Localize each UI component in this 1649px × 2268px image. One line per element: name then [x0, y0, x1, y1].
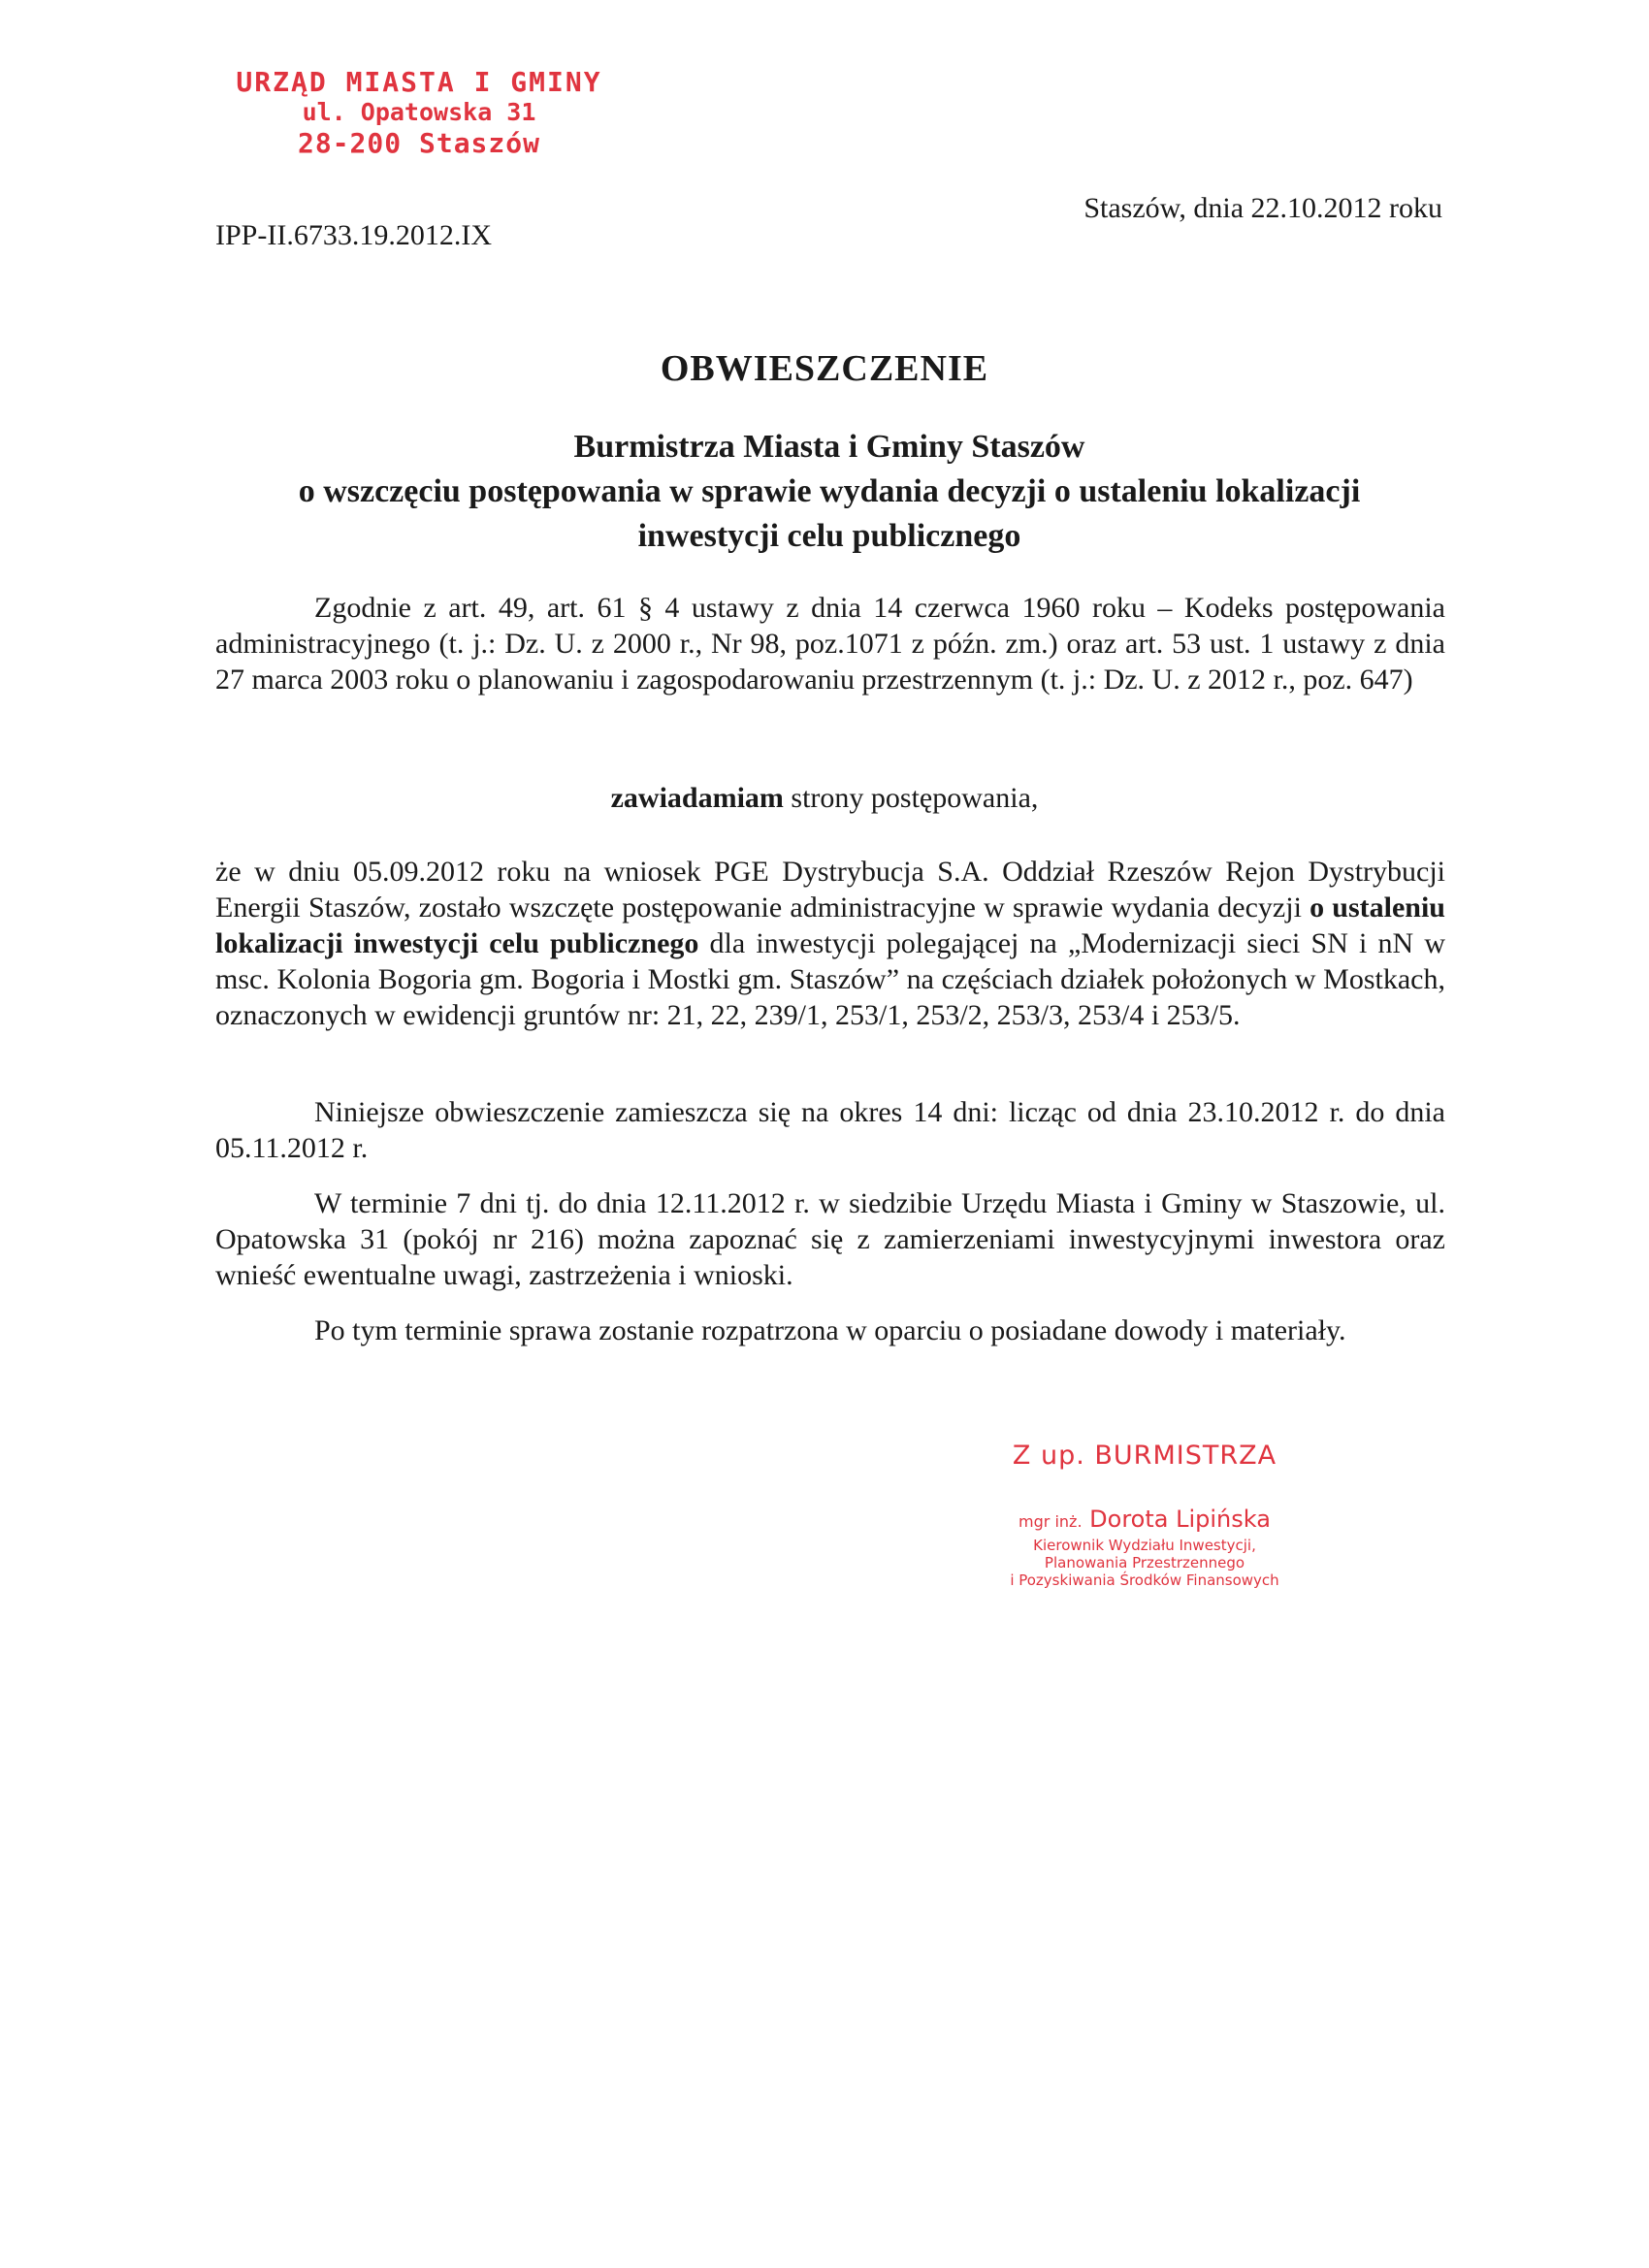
period-text: Niniejsze obwieszczenie zamieszcza się na okres 14 dni: licząc od dnia 23.10.2012 r. do dnia 05.11.2012 r.: [215, 1096, 1445, 1164]
main-paragraph-bold: o ustaleniu lokalizacji inwestycji celu publicznego: [215, 891, 1445, 959]
position-line-1: Kierownik Wydziału Inwestycji,: [1033, 1537, 1256, 1554]
document-title: OBWIESZCZENIE: [660, 348, 989, 389]
closing-paragraph: [215, 1312, 1445, 1348]
signatory-title: mgr inż.: [1018, 1512, 1083, 1531]
position-line-2: Planowania Przestrzennego: [1044, 1554, 1245, 1571]
legal-basis-paragraph: [215, 590, 1445, 697]
notice-rest: strony postępowania,: [783, 782, 1039, 814]
subtitle-line-2: o wszczęciu postępowania w sprawie wydania decyzji o ustaleniu lokalizacji: [298, 473, 1361, 509]
subtitle-line-3: inwestycji celu publicznego: [637, 518, 1021, 554]
main-paragraph: [215, 854, 1445, 1033]
closing-text: Po tym terminie sprawa zostanie rozpatrzona w oparciu o posiadane dowody i materiały.: [314, 1314, 1346, 1346]
document-subtitle: [213, 425, 1445, 559]
signatory-name: Dorota Lipińska: [1089, 1506, 1271, 1533]
stamp-street: ul. Opatowska 31: [302, 98, 536, 127]
signature-header: Z up. BURMISTRZA: [1012, 1441, 1277, 1471]
stamp-postal-city: 28-200 Staszów: [297, 126, 540, 159]
signature-stamp: [970, 1441, 1319, 1589]
position-line-3: i Pozyskiwania Środków Finansowych: [1010, 1571, 1279, 1589]
notice-bold: zawiadamiam: [610, 782, 784, 814]
reference-number: IPP-II.6733.19.2012.IX: [215, 219, 492, 251]
deadline-paragraph: [215, 1185, 1445, 1293]
subtitle-line-1: Burmistrza Miasta i Gminy Staszów: [573, 429, 1085, 465]
stamp-office-name: URZĄD MIASTA I GMINY: [236, 66, 602, 98]
legal-basis-text: Zgodnie z art. 49, art. 61 § 4 ustawy z dnia 14 czerwca 1960 roku – Kodeks postępowania administracyjnego (t. j.: Dz. U. z 2000 r., Nr 98, poz.1071 z późn. zm.) oraz art. 53 ust. 1 ustawy z dnia 27 marca 2003 roku o planowaniu i zagospodarowaniu przestrzennym (t. j.: Dz. U. z 2012 r., poz. 647): [215, 592, 1445, 696]
deadline-text: W terminie 7 dni tj. do dnia 12.11.2012 r. w siedzibie Urzędu Miasta i Gminy w Staszowie, ul. Opatowska 31 (pokój nr 216) można zapoznać się z zamierzeniami inwestycyjnymi inwestora oraz wnieść ewentualne uwagi, zastrzeżenia i wnioski.: [215, 1187, 1445, 1291]
signatory-position: [970, 1537, 1319, 1589]
notice-line: [0, 782, 1649, 815]
main-paragraph-part2: dla inwestycji polegającej na „Modernizacji sieci SN i nN w msc. Kolonia Bogoria gm. Bogoria i Mostki gm. Staszów” na częściach działek położonych w Mostkach, oznaczonych w ewidencji gruntów nr: 21, 22, 239/1, 253/1, 253/2, 253/3, 253/4 i 253/5.: [215, 927, 1445, 1031]
main-paragraph-part1: że w dniu 05.09.2012 roku na wniosek PGE Dystrybucja S.A. Oddział Rzeszów Rejon Dystrybucji Energii Staszów, zostało wszczęte postępowanie administracyjne w sprawie wydania decyzji: [215, 856, 1445, 923]
office-stamp: [225, 66, 613, 159]
date-line: Staszów, dnia 22.10.2012 roku: [1083, 192, 1442, 224]
signatory-name-line: [970, 1506, 1319, 1533]
period-paragraph: [215, 1094, 1445, 1166]
